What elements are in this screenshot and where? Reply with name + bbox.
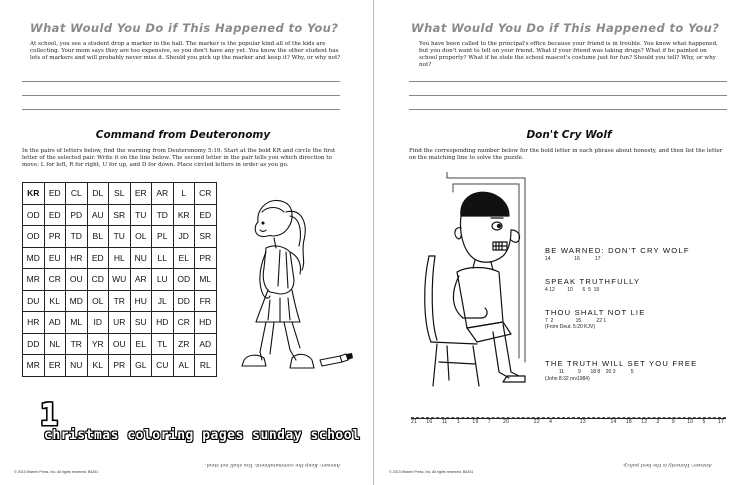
answer-number: 17 [717,419,725,425]
right-scenario-text: You have been called to the principal's office because your friend is in trouble. You know what happened, but you don't want to tell on your friend. What if your friend was taking drugs? What if he painted on school property? What if he stole the school mascot's costume just for fun? Should you tell? Why, or why not? [419,41,718,68]
grid-cell: SL [109,183,131,205]
grid-cell: PL [152,226,174,248]
grid-cell: ER [130,183,152,205]
grid-cell: CU [152,355,174,377]
grid-cell: ID [87,312,109,334]
grid-cell: UR [109,312,131,334]
grid-cell: ED [44,183,66,205]
left-answer-line [22,109,340,110]
grid-cell: OL [130,226,152,248]
grid-cell: KR [173,204,195,226]
grid-cell: EL [173,247,195,269]
grid-cell: MR [23,355,45,377]
answer-number: 12 [641,419,648,425]
grid-cell: CR [173,312,195,334]
grid-cell: ED [44,204,66,226]
page-fold-divider [373,0,374,485]
grid-cell: ZR [173,333,195,355]
grid-cell: MD [23,247,45,269]
grid-cell: L [173,183,195,205]
left-footer: © 2013 Warner Press, Inc. All rights reserved. B4251 [14,470,99,474]
grid-row [23,226,217,248]
answer-number: 19 [472,419,479,425]
answer-number: 3 [656,419,660,425]
answer-number: 20 [503,419,510,425]
grid-cell: PR [44,226,66,248]
left-section-title: Command from Deuteronomy [95,129,271,141]
honesty-phrase-1: BE WARNED: DON'T CRY WOLF [545,246,690,255]
grid-cell: ML [195,269,217,291]
grid-cell: OU [66,269,88,291]
grid-cell: TR [66,333,88,355]
grid-cell: YR [87,333,109,355]
grid-cell: LL [152,247,174,269]
grid-cell: OD [173,269,195,291]
grid-cell: FR [195,290,217,312]
grid-cell: OU [109,333,131,355]
answer-number: 11 [441,419,448,425]
honesty-phrase-2: SPEAK TRUTHFULLY [545,277,641,286]
grid-cell: AR [152,183,174,205]
answer-number: 7 [487,419,491,425]
phrase-3-numbers: 7 2 15 22 1 [545,318,607,324]
right-instructions: Find the corresponding number below for the bold letter in each phrase about honesty, and then list the letter on the matching line to solve the puzzle. [409,148,723,161]
left-answer-line [22,81,340,82]
grid-cell: TD [152,204,174,226]
grid-cell: BL [87,226,109,248]
answer-number: 13 [579,419,586,425]
grid-cell: TL [152,333,174,355]
grid-cell: OD [23,226,45,248]
phrase-4-numbers: 11 9 18 8 20 3 5 [545,369,634,375]
grid-cell: ED [87,247,109,269]
grid-cell: OD [23,204,45,226]
grid-cell: DL [87,183,109,205]
girl-walking-illustration [222,190,357,380]
right-page [375,0,750,485]
grid-row [23,355,217,377]
puzzle-answer-blanks [411,405,726,418]
grid-cell: JL [152,290,174,312]
grid-cell: EL [130,333,152,355]
answer-number: 14 [610,419,617,425]
left-scenario-text: At school, you see a student drop a marker in the hall. The marker is the popular kind all of the kids are collecting. Your mom says they are too expensive, so you don't have any yet. You know the other student has lots of markers and will probably never miss it. Should you pick up the marker and keep it? Why, or why not? [30,41,341,61]
answer-number: 5 [702,419,706,425]
answer-number: 22 [533,419,540,425]
left-upside-down-answer: Answer: Keep the commandment: You shall not steal. [205,462,341,468]
grid-cell: CD [87,269,109,291]
grid-cell: RL [195,355,217,377]
grid-cell: NU [130,247,152,269]
grid-cell: SR [109,204,131,226]
grid-cell: PD [66,204,88,226]
phrase-4-reference: (John 8:32 nrv1984) [545,376,590,382]
grid-cell: ED [195,204,217,226]
grid-cell: GL [130,355,152,377]
grid-cell: PR [109,355,131,377]
grid-row [23,204,217,226]
answer-number: 10 [687,419,694,425]
right-answer-line [409,81,727,82]
grid-cell: DD [23,333,45,355]
grid-cell: MR [23,269,45,291]
grid-row [23,312,217,334]
right-answer-line [409,95,727,96]
grid-cell: TU [130,204,152,226]
answer-number [518,419,526,425]
grid-cell: HD [152,312,174,334]
left-instructions: In the pairs of letters below, find the warning from Deuteronomy 5:19. Start at the bold KR and circle the first letter of the selected pair. Write it on the line below. The second letter in the pair tells you which direction to move: L for left, R for right, U for up, and D for down. Place circled letters in order as you go. [22,148,336,168]
answer-number [595,419,603,425]
grid-cell: TD [66,226,88,248]
grid-cell: ER [44,355,66,377]
grid-cell: NL [44,333,66,355]
letter-grid [22,182,217,377]
grid-cell: CR [44,269,66,291]
grid-cell: HL [109,247,131,269]
grid-cell: DU [23,290,45,312]
grid-cell: ML [66,312,88,334]
answer-number: 16 [426,419,433,425]
grid-cell: AR [130,269,152,291]
left-answer-line [22,95,340,96]
grid-cell: AL [173,355,195,377]
right-upside-down-answer: Answer: Honesty is the best policy. [623,462,712,468]
right-footer: © 2013 Warner Press, Inc. All rights reserved. B4251 [389,470,474,474]
grid-cell: TU [109,226,131,248]
puzzle-answer-numbers [411,419,726,425]
grid-row [23,183,217,205]
grid-cell: KR [23,183,45,205]
grid-cell: SU [130,312,152,334]
answer-number: 18 [625,419,632,425]
grid-cell: AD [195,333,217,355]
grid-cell: KL [87,355,109,377]
grid-cell: NU [66,355,88,377]
grid-cell: CR [195,183,217,205]
right-page-title: What Would You Do if This Happened to You? [411,21,720,35]
grid-cell: HU [130,290,152,312]
boy-sitting-illustration [407,172,547,392]
honesty-phrase-3: THOU SHALT NOT LIE [545,308,646,317]
phrase-2-numbers: 4 12 10 6 5 19 [545,287,600,293]
phrase-1-numbers: 14 16 17 [545,256,601,262]
grid-cell: MD [66,290,88,312]
grid-cell: SR [195,226,217,248]
overlay-caption: christmas coloring pages sunday school [44,428,361,443]
phrase-3-reference: (From Deut. 5:20 KJV) [545,324,596,330]
left-page-title: What Would You Do if This Happened to You? [30,21,339,35]
grid-cell: HR [66,247,88,269]
grid-cell: CL [66,183,88,205]
grid-cell: AU [87,204,109,226]
grid-row [23,290,217,312]
grid-row [23,333,217,355]
right-answer-line [409,109,727,110]
grid-cell: EU [44,247,66,269]
answer-number: 1 [457,419,461,425]
grid-cell: WU [109,269,131,291]
grid-cell: HD [195,312,217,334]
grid-cell: TR [109,290,131,312]
answer-number: 9 [671,419,675,425]
grid-cell: OL [87,290,109,312]
grid-row [23,247,217,269]
grid-row [23,269,217,291]
answer-number: 4 [549,419,553,425]
answer-number: 21 [411,419,418,425]
overlay-number: 1 [40,398,59,433]
grid-cell: PR [195,247,217,269]
grid-cell: DD [173,290,195,312]
grid-cell: LU [152,269,174,291]
grid-cell: AD [44,312,66,334]
grid-cell: JD [173,226,195,248]
honesty-phrase-4: THE TRUTH WILL SET YOU FREE [545,359,698,368]
grid-cell: HR [23,312,45,334]
answer-number [564,419,572,425]
grid-cell: KL [44,290,66,312]
right-section-title: Don't Cry Wolf [526,129,612,141]
